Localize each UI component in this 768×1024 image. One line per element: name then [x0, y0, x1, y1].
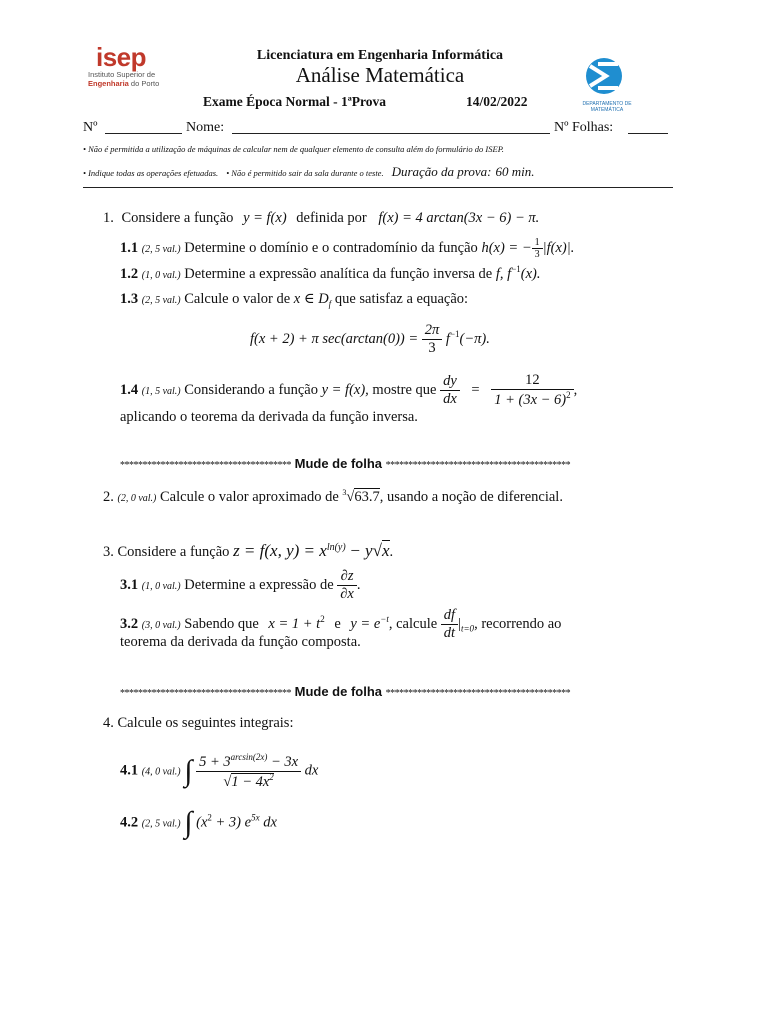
- department-logo: [572, 56, 642, 113]
- q1-number: 1.: [103, 210, 114, 226]
- q1-4-value: (1, 5 val.): [141, 385, 181, 397]
- q1-intro: [103, 210, 539, 227]
- q3-2-label: 3.2: [120, 615, 139, 632]
- q1-1-expr: h(x) = −: [481, 239, 532, 256]
- q1-4-num: 12: [491, 372, 573, 390]
- exam-name: Exame Época Normal - 1ªProva: [203, 94, 387, 109]
- q1-1-value: (2, 5 val.): [141, 243, 181, 255]
- isep-logo-line3: do Porto: [128, 79, 160, 88]
- note-calculators: • Não é permitida a utilização de máquinas de calcular nem de qualquer elemento de consulta além do formulário do ISEP.: [83, 144, 504, 154]
- q2-root-arg: 63.7: [354, 488, 380, 505]
- q3-1: [120, 568, 361, 603]
- isep-logo-line2: Engenharia: [88, 79, 129, 88]
- q1-1-expr-end: |f(x)|.: [542, 239, 575, 256]
- q1-2-label: 1.2: [120, 265, 139, 282]
- q3-2: 3.2 (3, 0 val.) Sabendo que $x = 1 + t^2$ e $y = e^{-t}$, calcule $\frac{df}{dt}$ $|_{t=0}$, recorrendo ao: [120, 607, 562, 641]
- q4-2-label: 4.2: [120, 814, 139, 831]
- q3-2-sup-y: −t: [380, 614, 389, 624]
- q4-2-sup2: 5x: [251, 812, 260, 823]
- q1-4-dy: dy: [440, 373, 460, 391]
- q1-4-text: Considerando a função: [184, 381, 318, 398]
- q3-2-bar-sub: t=0: [460, 623, 475, 634]
- separator-2-stars-right: *****************************************: [385, 688, 571, 699]
- note-no-leaving: • Não é permitido sair da sala durante o teste.: [226, 168, 384, 178]
- q1-4-den-sup: 2: [566, 390, 571, 400]
- q4-2-value: (2, 5 val.): [141, 818, 181, 830]
- q1-3-eq-num: 2π: [422, 322, 443, 340]
- q1-2-expr-end: (x).: [520, 265, 541, 282]
- q3-dot: .: [389, 544, 394, 560]
- q4-1-den: 1 − 4x: [231, 773, 270, 790]
- q1-3-text: Calcule o valor de: [184, 291, 291, 307]
- q1-3: [120, 291, 468, 309]
- q2-value: (2, 0 val.): [117, 492, 157, 504]
- duration-label: Duração da prova:: [391, 164, 492, 179]
- q4-1-den-sup: 2: [269, 771, 274, 782]
- q3-2-text2: , calcule: [388, 615, 438, 632]
- q1-4-equals: =: [471, 381, 480, 398]
- course-name: Licenciatura em Engenharia Informática: [256, 48, 504, 63]
- q4-1-value: (4, 0 val.): [141, 766, 181, 778]
- duration-value: 60 min.: [495, 164, 535, 179]
- q1-2-expr: f, f: [495, 265, 512, 282]
- q1-3-value: (2, 5 val.): [141, 295, 181, 306]
- separator-1-stars-right: *****************************************: [385, 460, 571, 471]
- isep-logo: [88, 44, 168, 104]
- q3-2-value: (3, 0 val.): [141, 619, 181, 631]
- separator-1-label: Mude de folha: [294, 456, 383, 471]
- q4-2-expr: (x: [196, 814, 208, 831]
- q1-4-comma: ,: [573, 381, 578, 398]
- q1-2-text: Determine a expressão analítica da função inversa de: [184, 265, 493, 282]
- q1-3-expr: x ∈ D: [293, 291, 329, 307]
- q2-text: Calcule o valor aproximado de: [160, 488, 339, 505]
- q1-1: [120, 237, 574, 260]
- q1-4-label: 1.4: [120, 381, 139, 398]
- q3-intro: 3. Considere a função z = f(x, $y) = x^{ln(y)} - y√x$.: [103, 541, 394, 560]
- q1-1-text: Determine o domínio e o contradomínio da função: [184, 239, 478, 256]
- q1-2-sup: −1: [511, 264, 521, 274]
- student-name-label: Nome:: [186, 120, 225, 135]
- q4-1-num: 5 + 3: [199, 753, 231, 770]
- q3-expr-sup: ln(y): [326, 542, 346, 554]
- q3-sqrt-arg: x: [381, 541, 390, 560]
- department-logo-icon: [572, 56, 642, 98]
- q1-4-text2: mostre que: [372, 381, 437, 398]
- q3-2-expr-y: y = e: [350, 615, 381, 632]
- separator-2-stars-left: **************************************: [120, 688, 291, 699]
- q3-2-num: df: [441, 607, 458, 625]
- q3-1-value: (1, 0 val.): [141, 580, 181, 592]
- q4-1-integral-sign: ∫: [184, 754, 193, 788]
- q1-intro-text: Considere a função: [121, 210, 234, 226]
- q1-3-eq-den: 3: [428, 340, 436, 356]
- isep-wordmark: isep: [96, 42, 147, 72]
- q3-2-text3: , recorrendo ao: [474, 615, 562, 632]
- separator-change-sheet-1: [120, 456, 570, 473]
- q4-intro: [103, 715, 293, 732]
- q1-y-def: y = f(x): [243, 210, 287, 226]
- separator-change-sheet-2: [120, 684, 570, 701]
- q4-1-label: 4.1: [120, 762, 139, 779]
- q1-1-frac-den: 3: [534, 249, 540, 260]
- q3-1-label: 3.1: [120, 576, 139, 593]
- sheets-line[interactable]: [628, 133, 668, 134]
- header-divider: [83, 187, 673, 188]
- q1-3-label: 1.3: [120, 291, 139, 307]
- q1-4-den: 1 + (3x − 6): [494, 391, 567, 408]
- q1-2-value: (1, 0 val.): [141, 269, 181, 281]
- q1-3-eq-f: f: [445, 330, 450, 347]
- q4-intro-text: Calcule os seguintes integrais:: [117, 715, 294, 731]
- sheets-label: Nº Folhas:: [554, 120, 614, 135]
- exam-date: 14/02/2022: [466, 94, 528, 109]
- q4-1-num-sup: arcsin(2x): [230, 752, 268, 762]
- q1-3-text2: que satisfaz a equação:: [334, 291, 469, 307]
- q1-2: [120, 264, 540, 283]
- note-show-work: • Indique todas as operações efetuadas.: [83, 168, 219, 178]
- q3-2-den: dt: [443, 625, 456, 641]
- q1-3-equation: [250, 322, 490, 357]
- q2-cube-root: $^3$√63.7: [342, 488, 380, 505]
- q3-2-and: e: [334, 615, 341, 632]
- q3-2-sup-x: 2: [320, 614, 325, 624]
- q3-expr: z = f(x, y) = x: [233, 541, 327, 560]
- q4-2-sup: 2: [207, 812, 212, 823]
- q4-1-num-end: − 3x: [267, 753, 299, 770]
- q3-2-text: Sabendo que: [184, 615, 259, 632]
- q2-number: 2.: [103, 488, 114, 505]
- q3-1-text: Determine a expressão de: [184, 576, 334, 593]
- q3-2-line2: teorema da derivada da função composta.: [120, 634, 361, 650]
- q1-3-eq-end: (−π).: [459, 330, 490, 347]
- q2: [103, 488, 563, 506]
- isep-logo-line1: Instituto Superior de: [88, 70, 156, 79]
- q1-1-label: 1.1: [120, 239, 139, 256]
- q4-2-dx: dx: [263, 814, 277, 831]
- q3-intro-text: Considere a função: [117, 544, 230, 560]
- student-number-line[interactable]: [105, 133, 182, 134]
- q3-number: 3.: [103, 544, 114, 560]
- q4-2-expr2: + 3) e: [211, 814, 252, 831]
- q3-expr2: − y: [349, 541, 373, 560]
- q1-3-sub: f: [328, 298, 332, 309]
- q1-1-frac-num: 1: [532, 237, 543, 249]
- q1-intro-text2: definida por: [296, 210, 367, 226]
- student-number-label: Nº: [83, 120, 98, 135]
- q2-text2: , usando a noção de diferencial.: [379, 488, 563, 505]
- q1-4: [120, 372, 577, 409]
- student-name-line[interactable]: [232, 133, 550, 134]
- q2-root-index: 3: [342, 488, 347, 497]
- q4-2: [120, 806, 277, 840]
- page-title: Análise Matemática: [295, 63, 465, 87]
- q1-4-dx: dx: [443, 390, 457, 407]
- q4-1: 4.1 (4, 0 val.) ∫ $\frac{5 + 3^{arcsin(2x)} - 3x}{√1 - 4x^2}$ dx: [120, 752, 319, 790]
- q3-2-expr-x: x = 1 + t: [268, 615, 321, 632]
- separator-2-label: Mude de folha: [294, 684, 383, 699]
- q1-3-eq-left: f(x + 2) + π sec(arctan(0)) =: [250, 330, 419, 347]
- q4-number: 4.: [103, 715, 114, 731]
- department-logo-text: DEPARTAMENTO DE MATEMÁTICA: [582, 101, 632, 113]
- q3-1-num: ∂z: [337, 568, 357, 586]
- q1-f-def: f(x) = 4 arctan(3x − 6) − π.: [378, 210, 540, 226]
- q3-1-den: ∂x: [340, 586, 354, 602]
- q4-2-integral-sign: ∫: [184, 806, 193, 839]
- q1-4-expr: y = f(x),: [321, 381, 369, 398]
- separator-1-stars-left: **************************************: [120, 460, 291, 471]
- q1-4-line2: aplicando o teorema da derivada da função inversa.: [120, 409, 418, 425]
- q3-1-dot: .: [356, 576, 361, 593]
- q1-3-eq-sup: −1: [449, 329, 460, 339]
- q4-1-dx: dx: [304, 762, 319, 779]
